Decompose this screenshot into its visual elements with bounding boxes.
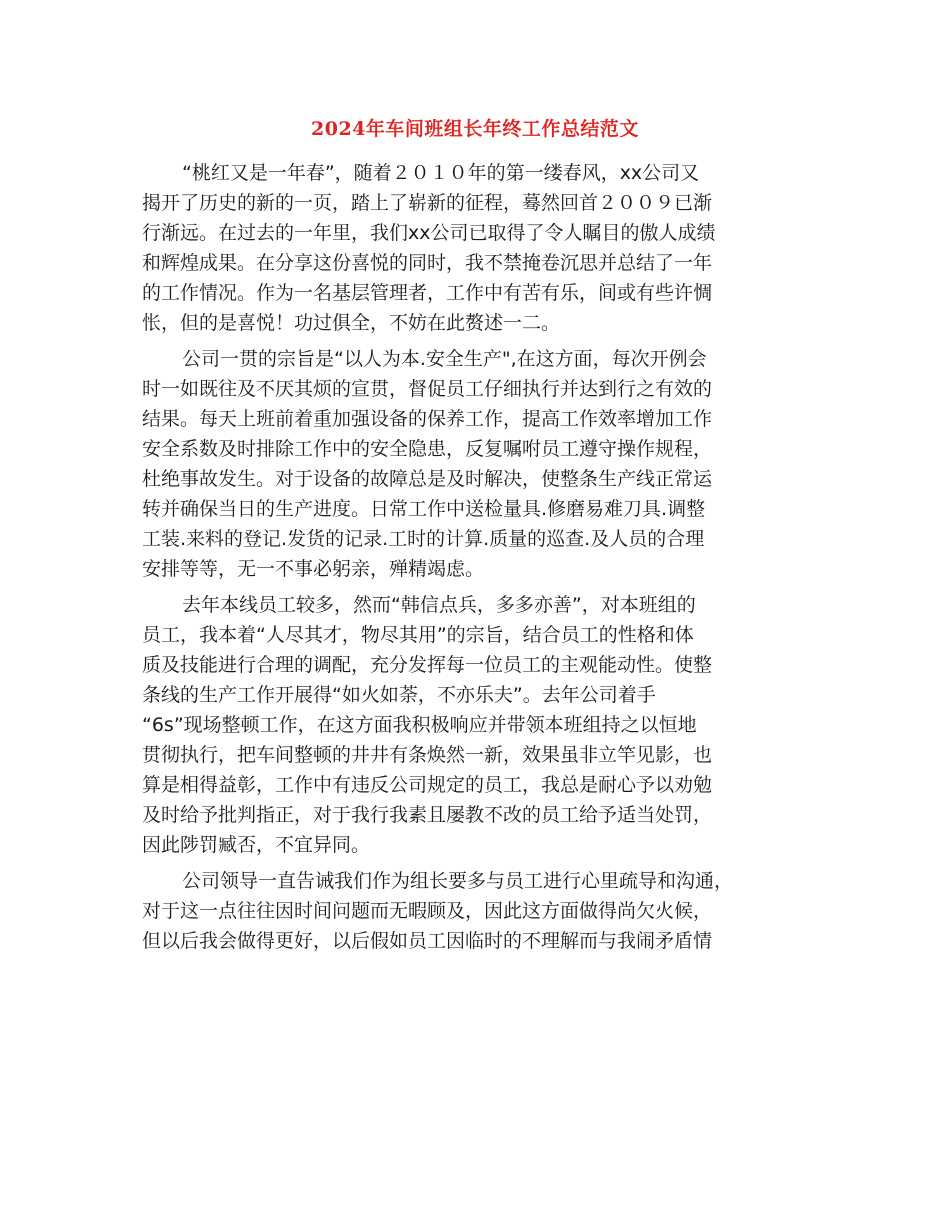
text-line: 及时给予批判指正，对于我行我素且屡教不改的员工给予适当处罚， bbox=[142, 804, 713, 826]
text-line: 的工作情况。作为一名基层管理者，工作中有苦有乐，间或有些许惆 bbox=[142, 282, 713, 304]
text-line: “桃红又是一年春”，随着２０１０年的第一缕春风，xx公司又 bbox=[182, 162, 700, 184]
text-line: 但以后我会做得更好，以后假如员工因临时的不理解而与我闹矛盾情 bbox=[142, 930, 713, 952]
text-line: 因此陟罚臧否，不宜异同。 bbox=[142, 834, 371, 856]
text-line: 转并确保当日的生产进度。日常工作中送检量具.修磨易难刀具.调整 bbox=[142, 498, 706, 520]
text-line: 结果。每天上班前着重加强设备的保养工作，提高工作效率增加工作 bbox=[142, 408, 713, 430]
text-line: 时一如既往及不厌其烦的宣贯，督促员工仔细执行并达到行之有效的 bbox=[142, 378, 713, 400]
document-title: 2024年车间班组长年终工作总结范文 bbox=[311, 118, 639, 140]
text-line: 对于这一点往往因时间问题而无暇顾及，因此这方面做得尚欠火候， bbox=[142, 900, 713, 922]
text-line: 行渐远。在过去的一年里，我们xx公司已取得了令人瞩目的傲人成绩 bbox=[142, 222, 716, 244]
document-body bbox=[142, 158, 808, 956]
text-line: 去年本线员工较多，然而“韩信点兵，多多亦善”，对本班组的 bbox=[182, 594, 696, 616]
text-line: “6s”现场整顿工作，在这方面我积极响应并带领本班组持之以恒地 bbox=[142, 714, 697, 736]
text-line: 公司一贯的宗旨是“以人为本.安全生产",在这方面，每次开例会 bbox=[182, 348, 707, 370]
text-line: 算是相得益彰，工作中有违反公司规定的员工，我总是耐心予以劝勉 bbox=[142, 774, 713, 796]
text-line: 和辉煌成果。在分享这份喜悦的同时，我不禁掩卷沉思并总结了一年 bbox=[142, 252, 713, 274]
text-line: 工装.来料的登记.发货的记录.工时的计算.质量的巡查.及人员的合理 bbox=[142, 528, 705, 550]
text-line: 质及技能进行合理的调配，充分发挥每一位员工的主观能动性。使整 bbox=[142, 654, 713, 676]
text-line: 贯彻执行，把车间整顿的井井有条焕然一新，效果虽非立竿见影，也 bbox=[142, 744, 713, 766]
text-line: 条线的生产工作开展得“如火如荼，不亦乐夫”。去年公司着手 bbox=[142, 684, 656, 706]
text-line: 安全系数及时排除工作中的安全隐患，反复嘱咐员工遵守操作规程， bbox=[142, 438, 713, 460]
text-line: 杜绝事故发生。对于设备的故障总是及时解决，使整条生产线正常运 bbox=[142, 468, 713, 490]
text-line: 安排等等，无一不事必躬亲，殚精竭虑。 bbox=[142, 558, 485, 580]
text-line: 怅，但的是喜悦！功过俱全，不妨在此赘述一二。 bbox=[142, 312, 561, 334]
text-line: 公司领导一直告诫我们作为组长要多与员工进行心里疏导和沟通， bbox=[182, 870, 734, 892]
text-line: 揭开了历史的新的一页，踏上了崭新的征程，蓦然回首２００９已渐 bbox=[142, 192, 713, 214]
text-line: 员工，我本着“人尽其才，物尽其用”的宗旨，结合员工的性格和体 bbox=[142, 624, 694, 646]
